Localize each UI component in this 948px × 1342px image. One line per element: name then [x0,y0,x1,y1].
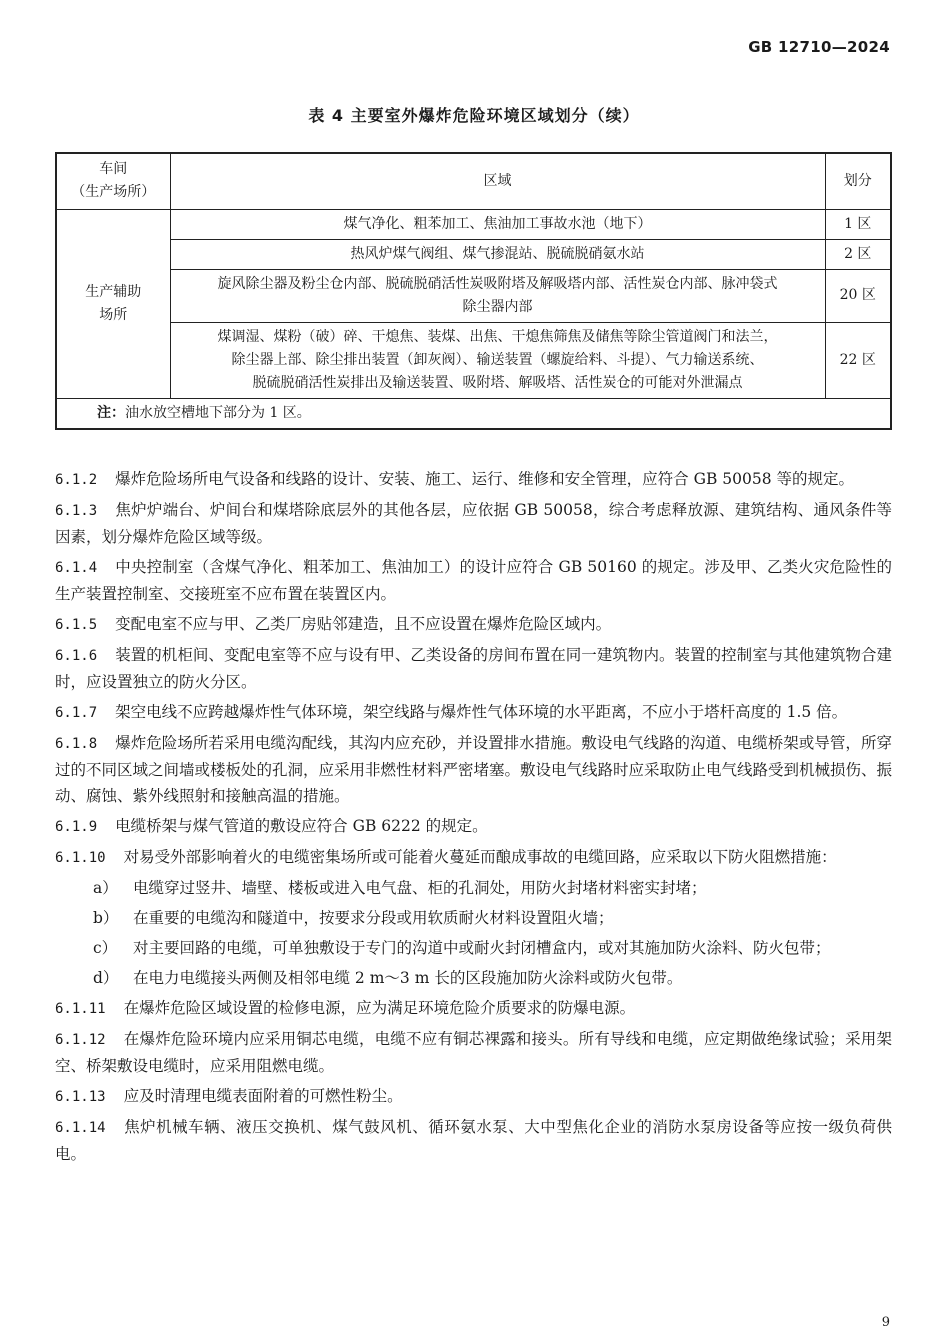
table-row [56,322,891,398]
area-cell: 煤气净化、粗苯加工、焦油加工事故水池（地下） [170,209,825,239]
list-item-text: 电缆穿过竖井、墙壁、楼板或进入电气盘、柜的孔洞处，用防火封堵材料密实封堵； [133,879,707,897]
classification-cell: 1 区 [825,209,891,239]
clause [55,844,892,871]
clause-text: 中央控制室（含煤气净化、粗苯加工、焦油加工）的设计应符合 GB 50160 的规定。涉及甲、乙类火灾危险性的生产装置控制室、交接班室不应布置在装置区内。 [55,558,892,603]
clause-text: 电缆桥架与煤气管道的敷设应符合 GB 6222 的规定。 [115,817,488,835]
list-item [55,875,892,901]
clause-number: 6.1.4 [55,560,98,576]
clause [55,813,892,840]
classification-cell: 2 区 [825,239,891,269]
clause [55,554,892,607]
clause-text: 在爆炸危险环境内应采用铜芯电缆，电缆不应有铜芯裸露和接头。所有导线和电缆，应定期做绝缘试验；采用架空、桥架敷设电缆时，应采用阻燃电缆。 [55,1030,892,1075]
page-number: 9 [881,1315,890,1330]
clause [55,497,892,550]
list-item-text: 在重要的电缆沟和隧道中，按要求分段或用软质耐火材料设置阻火墙； [133,909,614,927]
clause-text: 焦炉炉端台、炉间台和煤塔除底层外的其他各层，应依据 GB 50058，综合考虑释放源、建筑结构、通风条件等因素，划分爆炸危险区域等级。 [55,501,892,546]
list-item-text: 在电力电缆接头两侧及相邻电缆 2 m～3 m 长的区段施加防火涂料或防火包带。 [133,969,683,987]
area-cell: 热风炉煤气阀组、煤气掺混站、脱硫脱硝氨水站 [170,239,825,269]
header-classification: 划分 [825,153,891,209]
clause [55,995,892,1022]
clause [55,611,892,638]
clause [55,1114,892,1167]
list-item [55,965,892,991]
area-cell: 煤调湿、煤粉（破）碎、干熄焦、装煤、出焦、干熄焦筛焦及储焦等除尘管道阀门和法兰， 除尘器上部、除尘排出装置（卸灰阀）、输送装置（螺旋给料、斗提）、气力输送系统、 脱硫脱硝活性炭排出及输送装置、吸附塔、解吸塔、活性炭仓的可能对外泄漏点 [170,322,825,398]
list-item-mark: b） [93,909,119,927]
table-header-row [56,153,891,209]
table-row [56,269,891,322]
classification-cell: 20 区 [825,269,891,322]
area-cell: 旋风除尘器及粉尘仓内部、脱硫脱硝活性炭吸附塔及解吸塔内部、活性炭仓内部、脉冲袋式 除尘器内部 [170,269,825,322]
clauses-body [55,466,892,1171]
clause-text: 爆炸危险场所若采用电缆沟配线，其沟内应充砂，并设置排水措施。敷设电气线路的沟道、电缆桥架或导管，所穿过的不同区域之间墙或楼板处的孔洞，应采用非燃性材料严密堵塞。敷设电气线路时应采取防止电气线路受到机械损伤、振动、腐蚀、紫外线照射和接触高温的措施。 [55,734,893,805]
clause-number: 6.1.14 [55,1120,106,1136]
note-label: 注： [97,404,125,421]
clause-text: 焦炉机械车辆、液压交换机、煤气鼓风机、循环氨水泵、大中型焦化企业的消防水泵房设备等应按一级负荷供电。 [55,1118,892,1163]
clause-number: 6.1.7 [55,705,98,721]
clause [55,730,892,809]
clause-text: 在爆炸危险区域设置的检修电源，应为满足环境危险介质要求的防爆电源。 [123,999,636,1017]
list-item-mark: d） [93,969,119,987]
classification-cell: 22 区 [825,322,891,398]
clause-text: 装置的机柜间、变配电室等不应与设有甲、乙类设备的房间布置在同一建筑物内。装置的控制室与其他建筑物合建时，应设置独立的防火分区。 [55,646,892,691]
list-item [55,905,892,931]
clause-number: 6.1.11 [55,1001,106,1017]
clause-text: 爆炸危险场所电气设备和线路的设计、安装、施工、运行、维修和安全管理，应符合 GB 50058 等的规定。 [115,470,855,488]
clause [55,1026,892,1079]
zone-table [55,152,892,430]
clause-number: 6.1.10 [55,850,106,866]
header-workshop: 车间 （生产场所） [56,153,170,209]
workshop-cell: 生产辅助 场所 [56,209,170,398]
clause-number: 6.1.8 [55,736,98,752]
header-area: 区域 [170,153,825,209]
table-row [56,239,891,269]
note-text: 油水放空槽地下部分为 1 区。 [125,404,311,421]
clause [55,699,892,726]
clause-text: 变配电室不应与甲、乙类厂房贴邻建造，且不应设置在爆炸危险区域内。 [115,615,612,633]
clause [55,466,892,493]
clause-text: 应及时清理电缆表面附着的可燃性粉尘。 [123,1087,403,1105]
list-item-mark: c） [93,939,118,957]
list-item-mark: a） [93,879,118,897]
clause-number: 6.1.3 [55,503,98,519]
clause [55,642,892,695]
table-note-row [56,398,891,429]
list-item-text: 对主要回路的电缆，可单独敷设于专门的沟道中或耐火封闭槽盒内，或对其施加防火涂料、防火包带； [133,939,831,957]
table-row [56,209,891,239]
table-note [56,398,891,429]
clause-number: 6.1.9 [55,819,98,835]
list-item [55,935,892,961]
clause-number: 6.1.2 [55,472,98,488]
clause [55,1083,892,1110]
clause-number: 6.1.13 [55,1089,106,1105]
clause-text: 架空电线不应跨越爆炸性气体环境，架空线路与爆炸性气体环境的水平距离，不应小于塔杆高度的 1.5 倍。 [115,703,848,721]
clause-number: 6.1.12 [55,1032,106,1048]
clause-number: 6.1.5 [55,617,98,633]
table-title: 表 4 主要室外爆炸危险环境区域划分（续） [308,106,640,125]
standard-number: GB 12710—2024 [748,38,890,56]
clause-text: 对易受外部影响着火的电缆密集场所或可能着火蔓延而酿成事故的电缆回路，应采取以下防火阻燃措施： [123,848,837,866]
clause-number: 6.1.6 [55,648,98,664]
